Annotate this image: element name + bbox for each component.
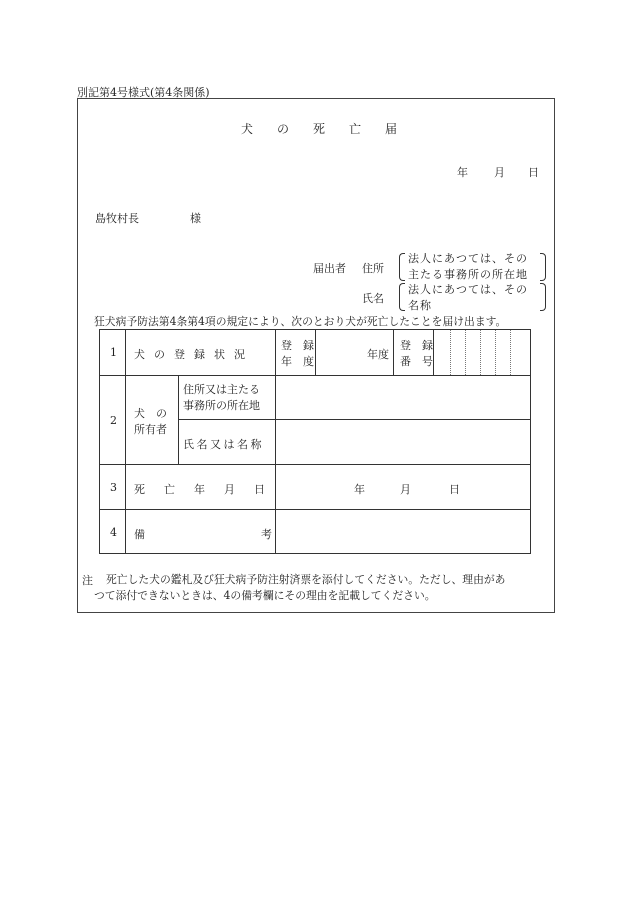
name-note-line2: 名称 [408, 299, 432, 312]
remarks-field[interactable] [276, 510, 530, 553]
owner-address-label-bottom: 事務所の所在地 [183, 399, 260, 412]
form-number-label: 別記第4号様式(第4条関係) [77, 86, 210, 99]
address-note-line2: 主たる事務所の所在地 [408, 268, 528, 281]
note-line2: つて添付できないときは、4の備考欄にその理由を記載してください。 [94, 589, 436, 602]
owner-name-label: 氏名又は名称 [183, 438, 264, 451]
form-title: 犬 の 死 亡 届 [241, 122, 404, 136]
notifier-name-label: 氏名 [362, 292, 384, 305]
reg-year-label-top: 登 録 [281, 339, 314, 352]
reg-year-label-bottom: 年 度 [281, 355, 314, 368]
death-date-year[interactable]: 年 [354, 483, 365, 496]
reg-year-field[interactable]: 年度 [367, 348, 389, 361]
row4-number: 4 [110, 526, 117, 539]
death-date-month[interactable]: 月 [400, 483, 411, 496]
addressee-name: 島牧村長 [95, 212, 139, 225]
owner-label-bottom: 所有者 [134, 423, 167, 436]
address-bracket-open [399, 253, 405, 281]
address-bracket-close [540, 253, 546, 281]
owner-label-top: 犬 の [134, 407, 167, 420]
owner-address-label-top: 住所又は主たる [183, 383, 260, 396]
remarks-label-right: 考 [261, 528, 272, 541]
name-bracket-close [540, 283, 546, 311]
death-date-label: 死 亡 年 月 日 [134, 483, 269, 496]
reg-number-label-bottom: 番 号 [400, 355, 433, 368]
notifier-address-label: 住所 [362, 262, 384, 275]
notifier-label: 届出者 [313, 262, 346, 275]
row1-number: 1 [110, 346, 117, 359]
owner-name-field[interactable] [276, 420, 530, 463]
name-bracket-open [399, 283, 405, 311]
remarks-label-left: 備 [134, 528, 145, 541]
death-date-day[interactable]: 日 [449, 483, 460, 496]
address-note-line1: 法人にあつては、その [408, 252, 528, 265]
note-mark: 注 [82, 574, 93, 587]
date-month-label: 月 [494, 166, 505, 179]
name-note-line1: 法人にあつては、その [408, 283, 528, 296]
addressee-honorific: 様 [190, 212, 201, 225]
reg-number-label-top: 登 録 [400, 339, 433, 352]
date-year-label: 年 [457, 166, 468, 179]
statement-text: 狂犬病予防法第4条第4項の規定により、次のとおり犬が死亡したことを届け出ます。 [94, 315, 507, 328]
owner-address-field[interactable] [276, 375, 530, 418]
row2-number: 2 [110, 414, 117, 427]
date-day-label: 日 [528, 166, 539, 179]
reg-number-field[interactable] [435, 330, 529, 374]
row3-number: 3 [110, 481, 117, 494]
note-line1: 死亡した犬の鑑札及び狂犬病予防注射済票を添付してください。ただし、理由があ [106, 573, 506, 586]
row1-label: 犬の登録状況 [134, 348, 254, 361]
